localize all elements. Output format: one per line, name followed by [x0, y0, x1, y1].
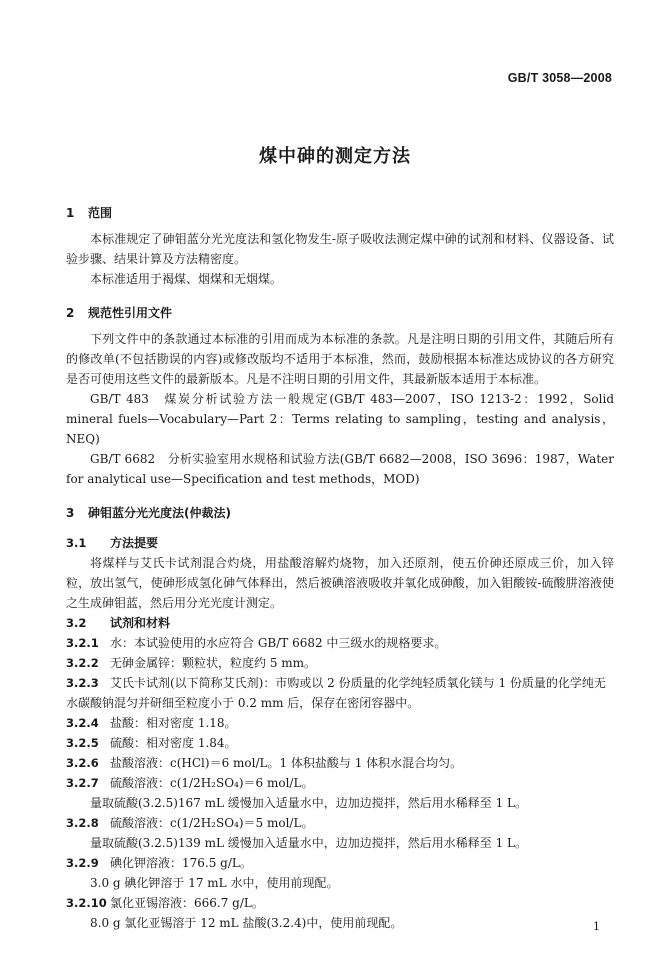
reagent-item-text: 碘化钾溶液：176.5 g/L。: [110, 856, 252, 870]
page-number: 1: [593, 920, 600, 933]
reagent-item-text: 硫酸：相对密度 1.84。: [110, 736, 237, 750]
reagent-item: [66, 853, 614, 873]
section-1-heading: [66, 203, 614, 223]
reagent-item-text: 无砷金属锌：颗粒状，粒度约 5 mm。: [110, 656, 317, 670]
reagent-item-text: 氯化亚锡溶液：666.7 g/L。: [110, 896, 264, 910]
reagent-item: [66, 633, 614, 653]
reagent-item-number: 3.2.10: [66, 896, 107, 910]
reagent-item-number: 3.2.8: [66, 816, 99, 830]
reagent-preparation-note: 量取硫酸(3.2.5)167 mL 缓慢加入适量水中，边加边搅拌，然后用水稀释至 1 L。: [90, 796, 528, 810]
reagent-item-number: 3.2.4: [66, 716, 99, 730]
reagent-list: [66, 633, 614, 933]
subsection-number: 3.1: [66, 536, 87, 550]
reagent-item-number: 3.2.2: [66, 656, 99, 670]
section-number: 1: [66, 206, 75, 220]
reagent-item-continuation: 水碳酸钠混匀并研细至粒度小于 0.2 mm 后，保存在密闭容器中。: [66, 696, 420, 710]
standard-code: GB/T 3058—2008: [507, 71, 612, 85]
section-title: 范围: [88, 206, 113, 220]
section-1-paragraph-1: 本标准规定了砷钼蓝分光光度法和氢化物发生-原子吸收法测定煤中砷的试剂和材料、仪器设备、试验步骤、结果计算及方法精密度。: [66, 232, 614, 266]
reagent-item-text: 艾氏卡试剂(以下简称艾氏剂)：市购或以 2 份质量的化学纯轻质氧化镁与 1 份质量的化学纯无: [110, 676, 606, 690]
document-title: 煤中砷的测定方法: [259, 146, 411, 167]
reagent-item: [66, 773, 614, 793]
section-title: 规范性引用文件: [88, 306, 173, 320]
reagent-item: [66, 673, 614, 693]
subsection-title: 试剂和材料: [110, 616, 171, 630]
subsection-3-1-paragraph: 将煤样与艾氏卡试剂混合灼烧，用盐酸溶解灼烧物，加入还原剂，使五价砷还原成三价，加入锌粒，放出氢气，使砷形成氢化砷气体释出，然后被碘溶液吸收并氧化成砷酸，加入钼酸铵-硫酸肼溶液使之生成砷钼蓝，然后用分光光度计测定。: [66, 556, 614, 610]
reagent-item-number: 3.2.9: [66, 856, 99, 870]
subsection-3-2-heading: [66, 613, 614, 633]
section-number: 3: [66, 506, 75, 520]
reagent-item: [66, 733, 614, 753]
subsection-number: 3.2: [66, 616, 87, 630]
reagent-item: [66, 893, 614, 913]
reference-gb-t-6682: GB/T 6682 分析实验室用水规格和试验方法(GB/T 6682—2008，ISO 3696：1987，Water for analytical use—Specification and test methods，MOD): [66, 452, 614, 486]
reagent-item-text: 盐酸溶液：c(HCl)＝6 mol/L。1 体积盐酸与 1 体积水混合均匀。: [110, 756, 463, 770]
reagent-item-text: 水：本试验使用的水应符合 GB/T 6682 中三级水的规格要求。: [110, 636, 447, 650]
reagent-item-number: 3.2.5: [66, 736, 99, 750]
section-number: 2: [66, 306, 75, 320]
reagent-item: [66, 713, 614, 733]
section-3-heading: [66, 503, 614, 523]
reagent-item: [66, 813, 614, 833]
section-1-paragraph-2: 本标准适用于褐煤、烟煤和无烟煤。: [90, 272, 283, 286]
reagent-item-text: 硫酸溶液：c(1/2H₂SO₄)＝6 mol/L。: [110, 776, 314, 790]
reference-gb-t-483: GB/T 483 煤炭分析试验方法一般规定(GB/T 483—2007，ISO 1213-2：1992，Solid mineral fuels—Vocabulary—Part 2：Terms relating to sampling，testing and analysis，NEQ): [66, 392, 614, 446]
section-2-paragraph-1: 下列文件中的条款通过本标准的引用而成为本标准的条款。凡是注明日期的引用文件，其随后所有的修改单(不包括勘误的内容)或修改版均不适用于本标准，然而，鼓励根据本标准达成协议的各方研究是否可使用这些文件的最新版本。凡是不注明日期的引用文件，其最新版本适用于本标准。: [66, 332, 614, 386]
reagent-item-number: 3.2.3: [66, 676, 99, 690]
section-title: 砷钼蓝分光光度法(仲裁法): [88, 506, 231, 520]
reagent-item-number: 3.2.7: [66, 776, 99, 790]
reagent-item-number: 3.2.6: [66, 756, 99, 770]
subsection-title: 方法提要: [110, 536, 159, 550]
reagent-item: [66, 753, 614, 773]
reagent-item-number: 3.2.1: [66, 636, 99, 650]
reagent-item-text: 盐酸：相对密度 1.18。: [110, 716, 237, 730]
reagent-item-text: 硫酸溶液：c(1/2H₂SO₄)＝5 mol/L。: [110, 816, 314, 830]
subsection-3-1-heading: [66, 533, 614, 553]
reagent-item: [66, 653, 614, 673]
reagent-preparation-note: 3.0 g 碘化钾溶于 17 mL 水中，使用前现配。: [90, 876, 339, 890]
section-2-heading: [66, 303, 614, 323]
reagent-preparation-note: 量取硫酸(3.2.5)139 mL 缓慢加入适量水中，边加边搅拌，然后用水稀释至 1 L。: [90, 836, 528, 850]
reagent-preparation-note: 8.0 g 氯化亚锡溶于 12 mL 盐酸(3.2.4)中，使用前现配。: [90, 916, 403, 930]
document-body: [66, 203, 614, 933]
